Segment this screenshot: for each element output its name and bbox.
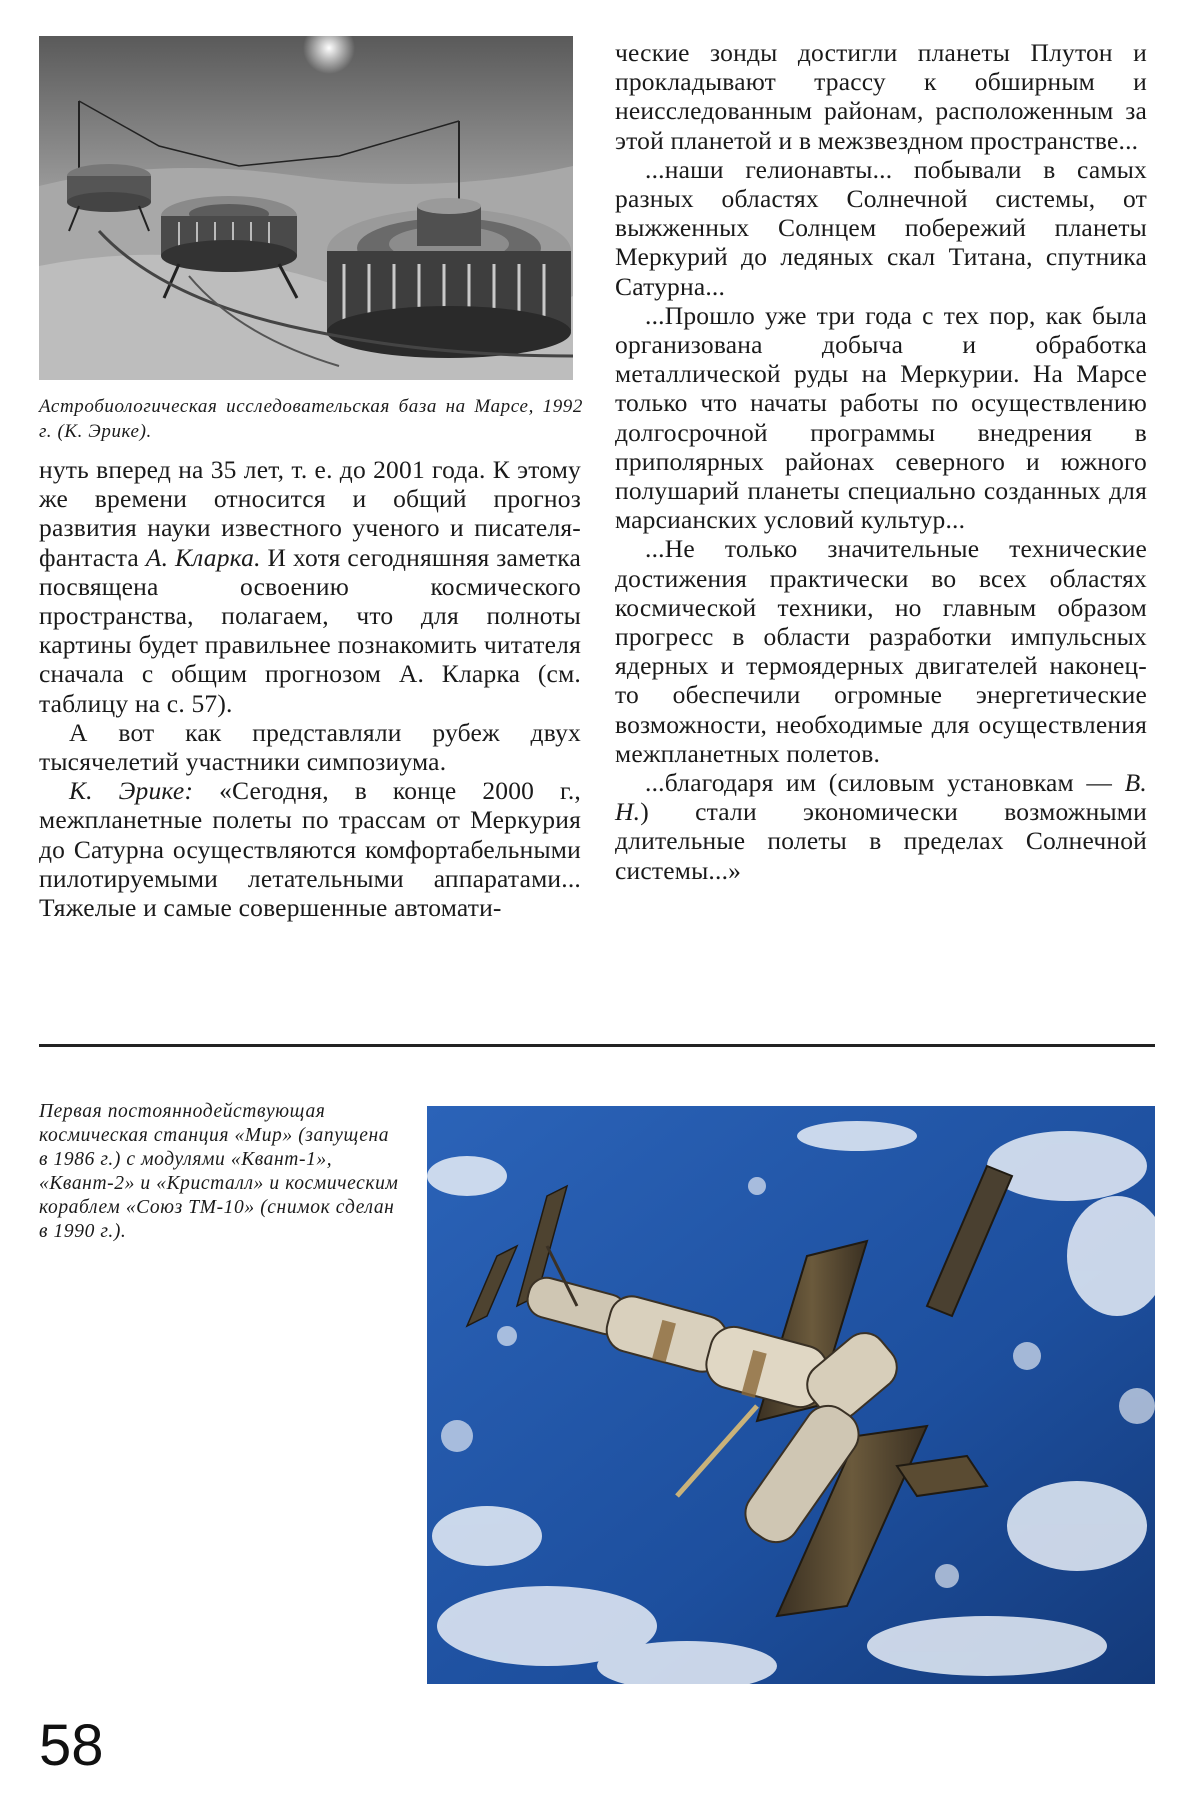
paragraph: А вот как представляли рубеж двух тысячелетий участники симпозиума.: [39, 717, 581, 777]
author-name: А. Кларка.: [145, 542, 261, 572]
paragraph: [39, 455, 581, 718]
author-name: К. Эрике:: [69, 776, 194, 806]
paragraph: ...Не только значительные технические достижения практически во всех областях космической техники, но главным образом прогресс в области разработки импульсных ядерных и термоядерных двигателей наконец-то обеспечили огромные энергетические возможности, необходимые для осуществления межпланетных полетов.: [615, 534, 1147, 768]
left-text-column: [39, 455, 581, 922]
paragraph-text: ) стали экономически возможными длительные полеты в пределах Солнечной системы...»: [615, 797, 1147, 885]
paragraph-text: И хотя сегодняшняя заметка посвящена освоению космического пространства, полагаем, что для полноты картины будет правильнее познакомить читателя сначала с общим прогнозом А. Кларка (см. таблицу на с. 57).: [39, 542, 581, 718]
right-text-column: [615, 38, 1147, 885]
figure-caption-mir-station: Первая постояннодействующая космическая станция «Мир» (запущена в 1986 г.) с модулями «Квант-1», «Квант-2» и «Кристалл» и космическим кораблем «Союз ТМ-10» (снимок сделан в 1990 г.).: [39, 1101, 399, 1242]
paragraph: ...наши гелионавты... побывали в самых разных областях Солнечной системы, от выжженных Солнцем побережий планеты Меркурий до ледяных скал Титана, спутника Сатурна...: [615, 154, 1147, 301]
figure-caption-mars-base: Астробиологическая исследовательская база на Марсе, 1992 г. (К. Эрике).: [39, 396, 583, 442]
paragraph-text: нуть вперед на 35 лет, т. е. до 2001 года. К этому же времени относится и общий прогноз развития науки известного ученого и писателя-фантаста: [39, 455, 581, 572]
paragraph-text: «Сегодня, в конце 2000 г., межпланетные полеты по трассам от Меркурия до Сатурна осуществляются комфортабельными пилотируемыми летательными аппаратами... Тяжелые и самые совершенные автомати-: [39, 776, 581, 923]
paragraph: ческие зонды достигли планеты Плутон и прокладывают трассу к обширным и неисследованным районам, расположенным за этой планетой и в межзвездном пространстве...: [615, 38, 1147, 155]
paragraph: ...Прошло уже три года с тех пор, как была организована добыча и обработка металлической руды на Меркурии. На Марсе только что начаты работы по осуществлению долгосрочной программы внедрения в приполярных районах северного и южного полушарий планеты специально созданных для марсианских условий культур...: [615, 300, 1147, 535]
author-initials: В. Н.: [615, 768, 1148, 827]
paragraph: [39, 776, 581, 922]
paragraph: [615, 768, 1147, 885]
mir-station-photo: [427, 1106, 1155, 1684]
page-number: 58: [39, 1713, 104, 1778]
mars-base-illustration: [39, 36, 573, 380]
horizontal-divider: [39, 1044, 1155, 1047]
paragraph-text: ...благодаря им (силовым установкам —: [645, 768, 1113, 798]
